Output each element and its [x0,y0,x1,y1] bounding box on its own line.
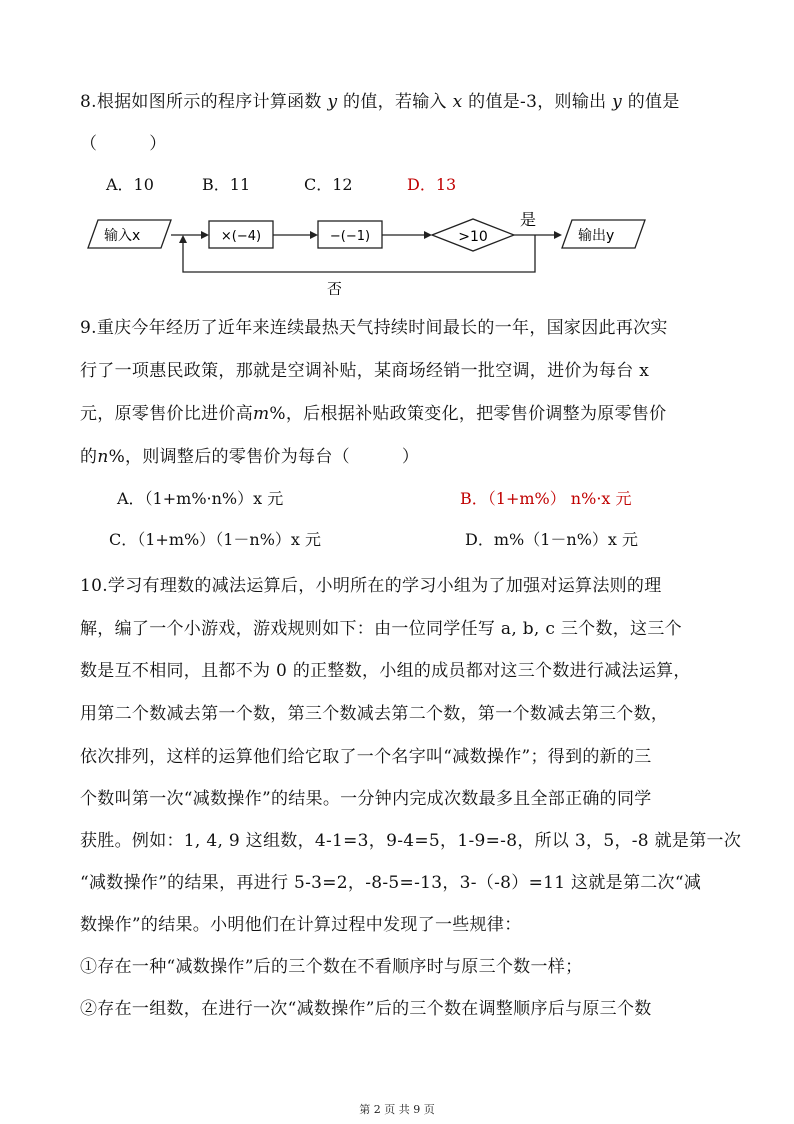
q10-line: 用第二个数减去第一个数，第三个数减去第二个数，第一个数减去第三个数， [80,704,669,724]
q9-option-a: A．（1+m%·n%）x 元 [117,489,284,508]
q9-line-4: 的n%，则调整后的零售价为每台（ ） [80,447,420,467]
var-m: m [253,404,270,424]
var-x: x [452,92,463,112]
q9-option-d: D．m%（1－n%）x 元 [465,530,639,549]
q9-option-b: B．（1+m%） n%·x 元 [460,489,632,508]
page-footer: 第 2 页 共 9 页 [359,1103,435,1116]
q9-option-c: C．（1+m%）（1－n%）x 元 [109,530,322,549]
q8-option-d: D．13 [407,175,457,194]
q8-text: 8.根据如图所示的程序计算函数 [80,92,328,112]
q8-text: 的值是 [622,92,680,112]
q10-line: “减数操作”的结果，再进行 5-3=2，-8-5=-13，3-（-8）=11 这就是第二次“减 [80,873,702,893]
q8-option-c: C．12 [304,175,353,194]
q10-line: 数是互不相同，且都不为 0 的正整数，小组的成员都对这三个数进行减法运算， [80,661,691,681]
q8-text: 的值是-3，则输出 [462,92,613,112]
q10-line: 数操作”的结果。小明他们在计算过程中发现了一些规律： [80,915,522,935]
q9-line-1: 9.重庆今年经历了近年来连续最热天气持续时间最长的一年，国家因此再次实 [80,318,668,338]
q10-line: 解，编了一个小游戏，游戏规则如下：由一位同学任写 a, b, c 三个数，这三个 [80,619,682,639]
q8-option-a: A．10 [106,175,154,194]
arrow-head [554,231,562,239]
arrow-head [424,231,432,239]
flow-no-label: 否 [327,280,343,295]
q10-line: 依次排列，这样的运算他们给它取了一个名字叫“减数操作”；得到的新的三 [80,747,652,767]
q9-line-2: 行了一项惠民政策，那就是空调补贴，某商场经销一批空调，进价为每台 x [80,361,650,381]
q10-line: 个数叫第一次“减数操作”的结果。一分钟内完成次数最多且全部正确的同学 [80,789,652,809]
flow-yes-label: 是 [520,210,537,229]
arrow-head [310,231,318,239]
flow-input-label: 输入x [104,228,141,244]
var-y: y [612,92,623,112]
q9-line-3: 元，原零售价比进价高m%，后根据补贴政策变化，把零售价调整为原零售价 [80,404,667,424]
var-n: n [97,447,109,467]
q8-option-b: B．11 [202,175,251,194]
var-y: y [327,92,338,112]
q10-rule-2: ②存在一组数，在进行一次“减数操作”后的三个数在调整顺序后与原三个数 [80,999,652,1019]
flow-step2-label: −(−1) [329,229,371,244]
q8-flowchart [0,205,794,295]
flow-output-label: 输出y [578,228,615,244]
q8-line-1 [80,87,680,112]
flow-step1-label: ×(−4) [220,229,262,244]
arrow-head [201,231,209,239]
flow-condition-label: >10 [458,229,488,245]
q10-line: 获胜。例如：1, 4, 9 这组数，4-1=3，9-4=5，1-9=-8，所以 3，5，-8 就是第一次 [80,831,742,851]
q10-line: 10.学习有理数的减法运算后，小明所在的学习小组为了加强对运算法则的理 [80,576,662,596]
q8-text: 的值，若输入 [337,92,453,112]
q8-line-2: （ ） [80,134,167,154]
arrow-head [179,235,187,243]
q10-rule-1: ①存在一种“减数操作”后的三个数在不看顺序时与原三个数一样； [80,957,583,977]
